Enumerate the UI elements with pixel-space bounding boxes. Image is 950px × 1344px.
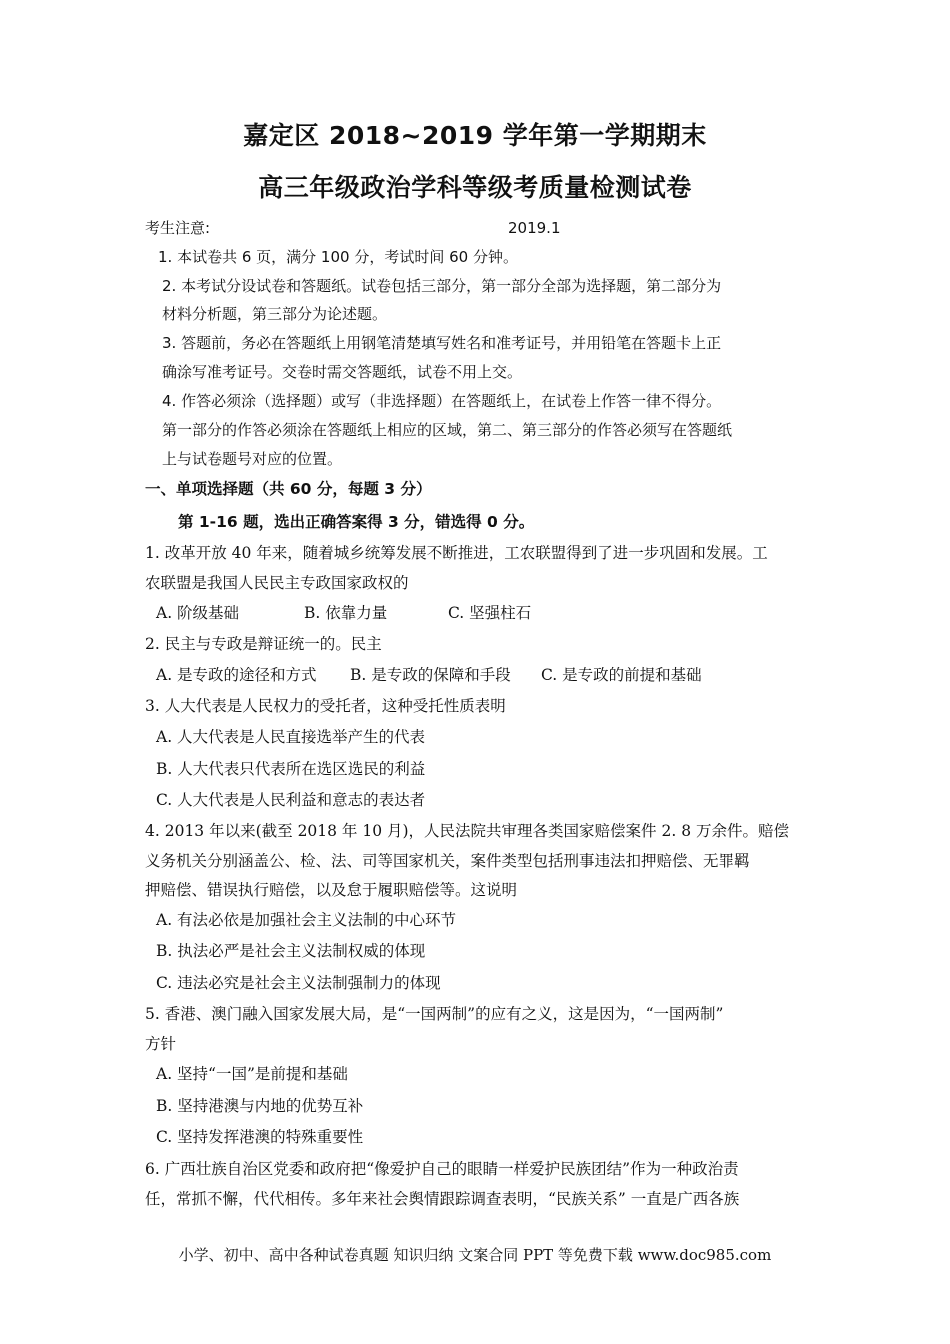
- question-1-line-1: 1. 改革开放 40 年来，随着城乡统筹发展不断推进，工农联盟得到了进一步巩固和发展。工: [145, 544, 768, 562]
- instruction-4-cont2: 上与试卷题号对应的位置。: [162, 450, 343, 468]
- question-6-line-2: 任，常抓不懈，代代相传。多年来社会舆情跟踪调查表明，“民族关系” 一直是广西各族: [145, 1190, 740, 1208]
- question-1-option-b: B. 依靠力量: [304, 604, 388, 622]
- question-6-line-1: 6. 广西壮族自治区党委和政府把“像爱护自己的眼睛一样爱护民族团结”作为一种政治责: [145, 1160, 739, 1178]
- question-4-option-b: B. 执法必严是社会主义法制权威的体现: [156, 942, 426, 960]
- title-line-1: 嘉定区 2018~2019 学年第一学期期末: [243, 121, 707, 150]
- question-4-option-a: A. 有法必依是加强社会主义法制的中心环节: [156, 911, 457, 929]
- section-subheading: 第 1-16 题，选出正确答案得 3 分，错选得 0 分。: [178, 513, 535, 531]
- question-2-option-b: B. 是专政的保障和手段: [350, 666, 511, 684]
- question-1-option-a: A. 阶级基础: [156, 604, 240, 622]
- question-2-option-c: C. 是专政的前提和基础: [541, 666, 702, 684]
- question-1-line-2: 农联盟是我国人民民主专政国家政权的: [145, 574, 409, 592]
- question-3-option-b: B. 人大代表只代表所在选区选民的利益: [156, 760, 426, 778]
- question-5-line-1: 5. 香港、澳门融入国家发展大局，是“一国两制”的应有之义，这是因为，“一国两制”: [145, 1005, 724, 1023]
- notice-label: 考生注意:: [145, 219, 211, 237]
- question-5-option-c: C. 坚持发挥港澳的特殊重要性: [156, 1128, 364, 1146]
- title-line-2: 高三年级政治学科等级考质量检测试卷: [258, 173, 692, 202]
- exam-date: 2019.1: [508, 219, 561, 237]
- instruction-2: 2. 本考试分设试卷和答题纸。试卷包括三部分，第一部分全部为选择题，第二部分为: [162, 277, 722, 295]
- instruction-4-cont1: 第一部分的作答必须涂在答题纸上相应的区域，第二、第三部分的作答必须写在答题纸: [162, 421, 733, 439]
- question-5-option-a: A. 坚持“一国”是前提和基础: [156, 1065, 348, 1083]
- instruction-2-cont: 材料分析题，第三部分为论述题。: [162, 305, 388, 323]
- question-2-line-1: 2. 民主与专政是辩证统一的。民主: [145, 635, 382, 653]
- question-1-option-c: C. 坚强柱石: [448, 604, 532, 622]
- footer-text: 小学、初中、高中各种试卷真题 知识归纳 文案合同 PPT 等免费下载 www.doc985.com: [178, 1246, 772, 1264]
- instruction-3-cont: 确涂写准考证号。交卷时需交答题纸，试卷不用上交。: [162, 363, 523, 381]
- question-3-line-1: 3. 人大代表是人民权力的受托者，这种受托性质表明: [145, 697, 506, 715]
- question-4-line-3: 押赔偿、错误执行赔偿，以及怠于履职赔偿等。这说明: [145, 881, 518, 899]
- question-4-option-c: C. 违法必究是社会主义法制强制力的体现: [156, 974, 441, 992]
- question-5-line-2: 方针: [145, 1035, 177, 1053]
- question-2-option-a: A. 是专政的途径和方式: [156, 666, 317, 684]
- question-4-line-1: 4. 2013 年以来(截至 2018 年 10 月)，人民法院共审理各类国家赔偿案件 2. 8 万余件。赔偿: [145, 822, 789, 840]
- question-3-option-a: A. 人大代表是人民直接选举产生的代表: [156, 728, 426, 746]
- instruction-1: 1. 本试卷共 6 页，满分 100 分，考试时间 60 分钟。: [158, 248, 518, 266]
- question-5-option-b: B. 坚持港澳与内地的优势互补: [156, 1097, 364, 1115]
- question-3-option-c: C. 人大代表是人民利益和意志的表达者: [156, 791, 426, 809]
- instruction-3: 3. 答题前，务必在答题纸上用钢笔清楚填写姓名和准考证号，并用铅笔在答题卡上正: [162, 334, 722, 352]
- section-heading: 一、单项选择题（共 60 分，每题 3 分）: [145, 480, 432, 498]
- instruction-4: 4. 作答必须涂（选择题）或写（非选择题）在答题纸上，在试卷上作答一律不得分。: [162, 392, 722, 410]
- question-4-line-2: 义务机关分别涵盖公、检、法、司等国家机关，案件类型包括刑事违法扣押赔偿、无罪羁: [145, 852, 750, 870]
